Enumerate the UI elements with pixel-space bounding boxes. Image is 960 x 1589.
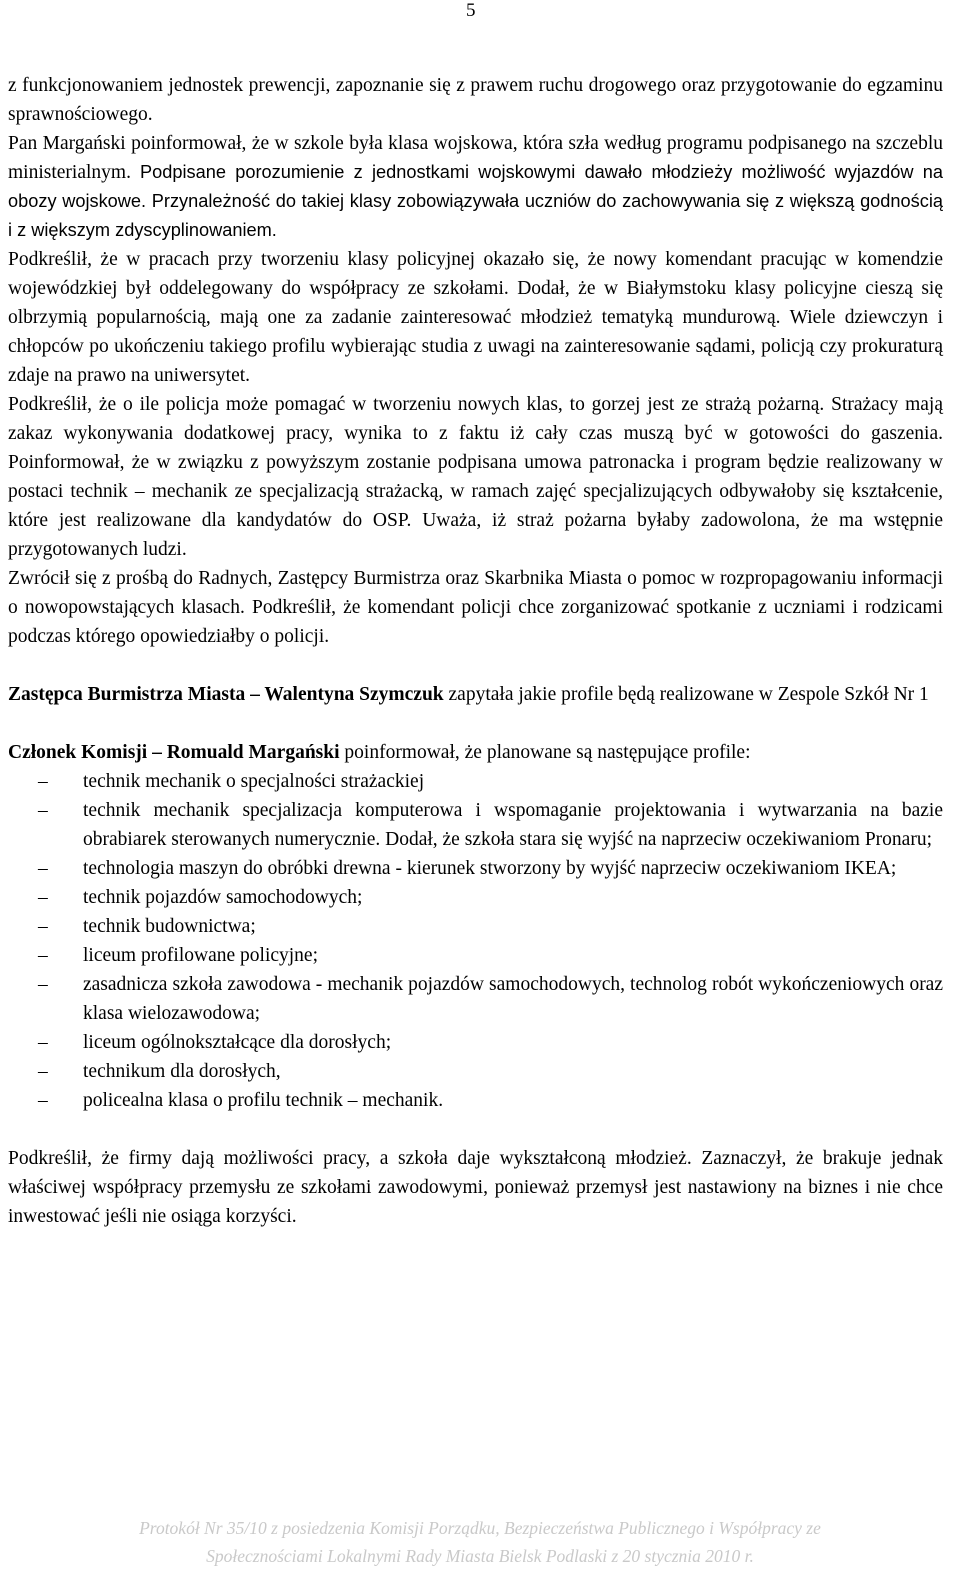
list-item-text: technik pojazdów samochodowych; [83,887,363,908]
page-footer [0,1514,960,1570]
list-item [8,883,943,912]
list-item-text: zasadnicza szkoła zawodowa - mechanik pojazdów samochodowych, technolog robót wykończeniowych oraz klasa wielozawodowa; [83,974,943,1024]
list-item [8,767,943,796]
paragraph: Zwrócił się z prośbą do Radnych, Zastępcy Burmistrza oraz Skarbnika Miasta o pomoc w rozpropagowaniu informacji o nowopowstających klasach. Podkreślił, że komendant policji chce zorganizować spotkanie z uczniami i rodzicami podczas którego opowiedziałby o policji. [8,568,943,647]
footer-line: Społecznościami Lokalnymi Rady Miasta Bielsk Podlaski z 20 stycznia 2010 r. [206,1546,754,1566]
dash-bullet: – [38,1061,48,1082]
speaker-text: poinformował, że planowane są następujące profile: [339,742,751,763]
paragraph: z funkcjonowaniem jednostek prewencji, zapoznanie się z prawem ruchu drogowego oraz przygotowanie do egzaminu sprawnościowego. [8,75,943,125]
list-item [8,941,943,970]
deputy-mayor-question [8,680,943,709]
list-item-text: technik budownictwa; [83,916,256,937]
dash-bullet: – [38,771,48,792]
list-item [8,854,943,883]
list-item-text: policealna klasa o profilu technik – mechanik. [83,1090,444,1111]
dash-bullet: – [38,858,48,879]
list-item [8,1086,943,1115]
list-item [8,1028,943,1057]
dash-bullet: – [38,1090,48,1111]
list-item [8,796,943,854]
list-item-text: technik mechanik o specjalności strażackiej [83,771,425,792]
paragraph: Podkreślił, że w pracach przy tworzeniu klasy policyjnej okazało się, że nowy komendant pracując w komendzie wojewódzkiej był oddelegowany do współpracy ze szkołami. Dodał, że w Białymstoku klasy policyjne cieszą się olbrzymią popularnością, mają one za zadanie zainteresować młodzież tematyką mundurową. Wiele dziewczyn i chłopców po ukończeniu takiego profilu wybierając studia z uwagi na zainteresowanie sądami, policją czy prokuraturą zdaje na prawo na uniwersytet. [8,249,943,386]
committee-member-answer [8,738,943,767]
list-item-text: technologia maszyn do obróbki drewna - kierunek stworzony by wyjść naprzeciw oczekiwaniom IKEA; [83,858,897,879]
dash-bullet: – [38,945,48,966]
speaker-text: zapytała jakie profile będą realizowane w Zespole Szkół Nr 1 [443,684,929,705]
paragraph-text-sans: Podpisane porozumienie z jednostkami wojskowymi dawało młodzieży możliwość wyjazdów na obozy wojskowe. Przynależność do takiej klasy zobowiązywała uczniów do zachowywania się z większą godnością i z większym zdyscyplinowaniem. [8,162,944,240]
list-item [8,912,943,941]
paragraph [8,129,943,245]
list-item [8,1057,943,1086]
document-body [8,71,943,1231]
closing-paragraph: Podkreślił, że firmy dają możliwości pracy, a szkoła daje wykształconą młodzież. Zaznaczył, że brakuje jednak właściwej współpracy przemysłu ze szkołami zawodowymi, ponieważ przemysł jest nastawiony na biznes i nie chce inwestować jeśli nie osiąga korzyści. [8,1148,943,1227]
dash-bullet: – [38,974,48,995]
list-item [8,970,943,1028]
speaker-name: Zastępca Burmistrza Miasta – Walentyna Szymczuk [8,684,444,705]
profile-list [8,767,943,1115]
list-item-text: liceum ogólnokształcące dla dorosłych; [83,1032,392,1053]
footer-line: Protokół Nr 35/10 z posiedzenia Komisji Porządku, Bezpieczeństwa Publicznego i Współpracy ze [139,1518,821,1538]
speaker-name: Członek Komisji – Romuald Margański [8,742,340,763]
dash-bullet: – [38,800,48,821]
paragraph: Podkreślił, że o ile policja może pomagać w tworzeniu nowych klas, to gorzej jest ze strażą pożarną. Strażacy mają zakaz wykonywania dodatkowej pracy, wynika to z faktu iż cały czas muszą być w gotowości do gaszenia. Poinformował, że w związku z powyższym zostanie podpisana umowa patronacka i program będzie realizowany w postaci technik – mechanik ze specjalizacją strażacką, w ramach zajęć specjalizujących odbywałoby się kształcenie, które jest realizowane dla kandydatów do OSP. Uważa, iż straż pożarna byłaby zadowolona, że ma wstępnie przygotowanych ludzi. [8,394,943,560]
page-number: 5 [466,0,476,21]
dash-bullet: – [38,916,48,937]
dash-bullet: – [38,887,48,908]
paragraph-text: Pan Margański poinformował, że w szkole była klasa wojskowa, która szła według programu podpisanego na szczeblu ministerialnym. [8,133,943,183]
dash-bullet: – [38,1032,48,1053]
list-item-text: technik mechanik specjalizacja komputerowa i wspomaganie projektowania i wytwarzania na bazie obrabiarek sterowanych numerycznie. Dodał, że szkoła stara się wyjść na naprzeciw oczekiwaniom Pronaru; [83,800,943,850]
list-item-text: technikum dla dorosłych, [83,1061,281,1082]
list-item-text: liceum profilowane policyjne; [83,945,319,966]
